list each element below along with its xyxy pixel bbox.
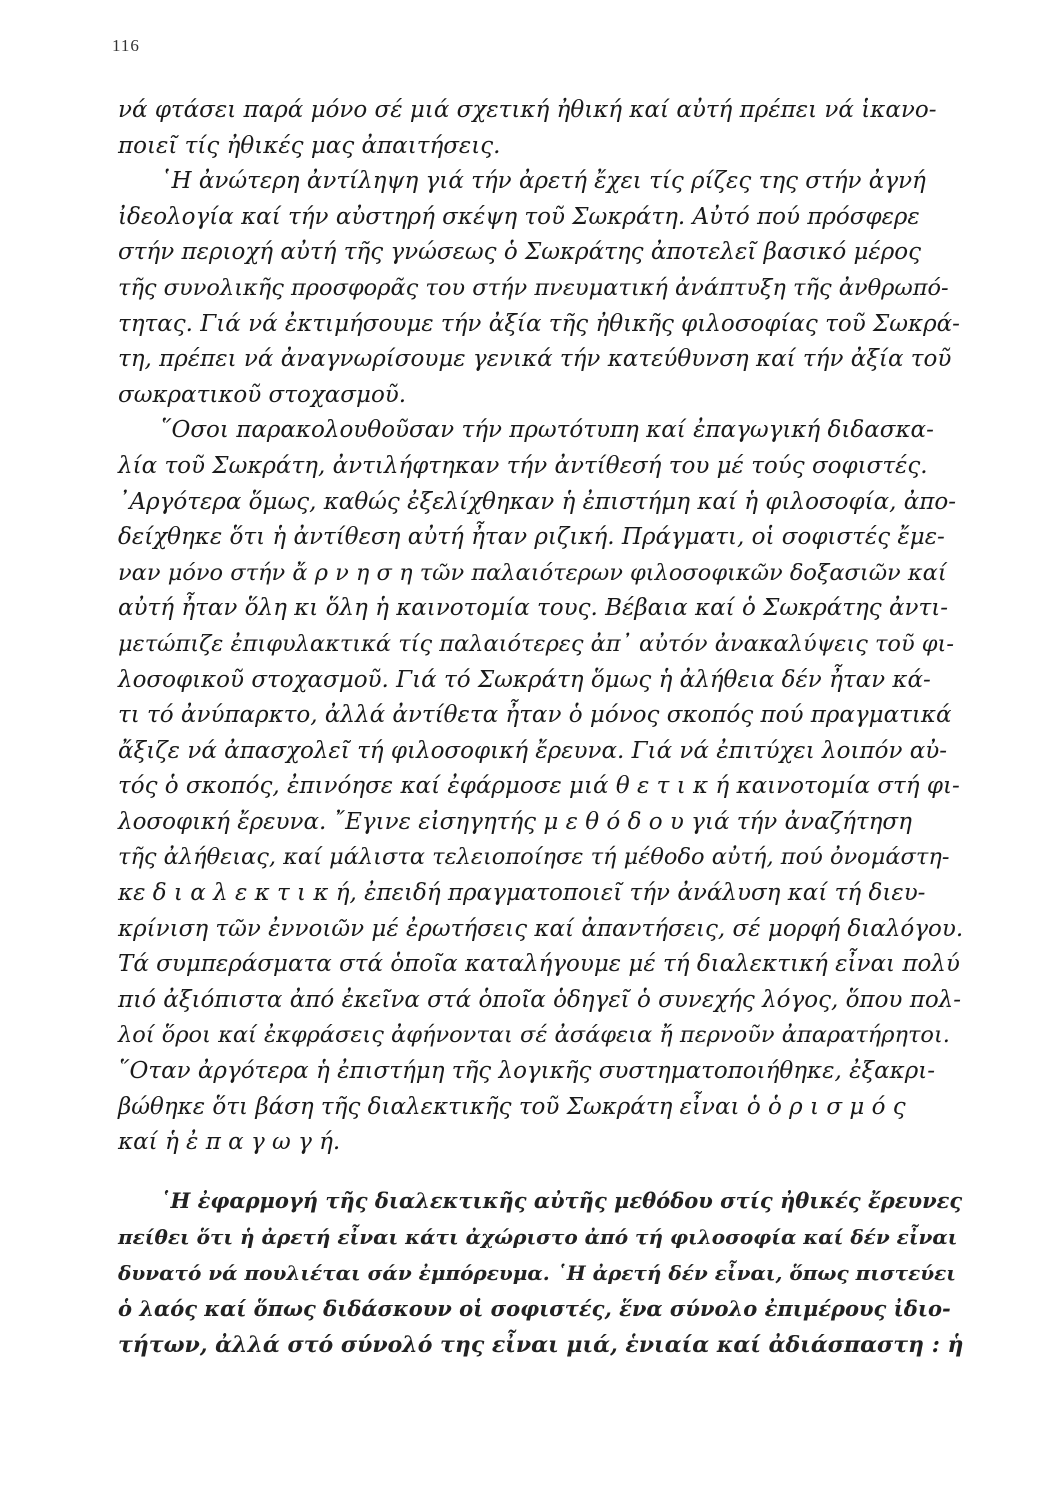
text-line: ᾿Αργότερα ὅμως, καθώς ἐξελίχθηκαν ἡ ἐπιστήμη καί ἡ φιλοσοφία, ἀπο- xyxy=(118,488,957,515)
text-line: ἄξιζε νά ἀπασχολεῖ τή φιλοσοφική ἔρευνα. Γιά νά ἐπιτύχει λοιπόν αὐ- xyxy=(118,737,948,764)
text-line: τι τό ἀνύπαρκτο, ἀλλά ἀντίθετα ἦταν ὁ μόνος σκοπός πού πραγματικά xyxy=(118,702,952,729)
text-line: τός ὁ σκοπός, ἐπινόησε καί ἐφάρμοσε μιά θ ε τ ι κ ή καινοτομία στή φι- xyxy=(118,773,960,800)
text-line: λοσοφική ἔρευνα. ῎Εγινε εἰσηγητής μ ε θ ό δ ο υ γιά τήν ἀναζήτηση xyxy=(118,808,912,835)
text-line: ῞Οσοι παρακολουθοῦσαν τήν πρωτότυπη καί ἐπαγωγική διδασκα- xyxy=(160,417,934,444)
text-line: βώθηκε ὅτι βάση τῆς διαλεκτικῆς τοῦ Σωκράτη εἶναι ὁ ὁ ρ ι σ μ ό ς xyxy=(118,1093,906,1120)
text-line: δείχθηκε ὅτι ἡ ἀντίθεση αὐτή ἦταν ριζική. Πράγματι, οἱ σοφιστές ἔμε- xyxy=(118,524,945,551)
text-line: λοί ὅροι καί ἐκφράσεις ἀφήνονται σέ ἀσάφεια ἤ περνοῦν ἀπαρατήρητοι. xyxy=(118,1022,950,1049)
text-line: καί ἡ ἐ π α γ ω γ ή. xyxy=(118,1129,341,1156)
text-line: κε δ ι α λ ε κ τ ι κ ή, ἐπειδή πραγματοποιεῖ τήν ἀνάλυση καί τή διευ- xyxy=(118,880,926,907)
paragraph-section-1 xyxy=(118,93,964,1161)
text-line: κρίνιση τῶν ἐννοιῶν μέ ἐρωτήσεις καί ἀπαντήσεις, σέ μορφή διαλόγου. xyxy=(118,915,964,942)
paragraph-section-2 xyxy=(118,1183,964,1363)
text-line: ναν μόνο στήν ἄ ρ ν η σ η τῶν παλαιότερων φιλοσοφικῶν δοξασιῶν καί xyxy=(118,559,947,586)
text-line: ὁ λαός καί ὅπως διδάσκουν οἱ σοφιστές, ἕνα σύνολο ἐπιμέρους ἰδιο- xyxy=(118,1295,951,1321)
text-line: ῾Η ἀνώτερη ἀντίληψη γιά τήν ἀρετή ἔχει τίς ρίζες της στήν ἀγνή xyxy=(160,168,926,195)
text-line: ἰδεολογία καί τήν αὐστηρή σκέψη τοῦ Σωκράτη. Αὐτό πού πρόσφερε xyxy=(118,203,920,230)
text-line: νά φτάσει παρά μόνο σέ μιά σχετική ἠθική καί αὐτή πρέπει νά ἱκανο- xyxy=(118,97,937,123)
text-line: ῞Οταν ἀργότερα ἡ ἐπιστήμη τῆς λογικῆς συστηματοποιήθηκε, ἐξακρι- xyxy=(118,1058,936,1085)
text-line: τη, πρέπει νά ἀναγνωρίσουμε γενικά τήν κατεύθυνση καί τήν ἀξία τοῦ xyxy=(118,346,952,373)
text-line: λοσοφικοῦ στοχασμοῦ. Γιά τό Σωκράτη ὅμως ἡ ἀλήθεια δέν ἦταν κά- xyxy=(118,666,931,693)
text-line: λία τοῦ Σωκράτη, ἀντιλήφτηκαν τήν ἀντίθεσή του μέ τούς σοφιστές. xyxy=(118,452,928,479)
text-line: πείθει ὅτι ἡ ἀρετή εἶναι κάτι ἀχώριστο ἀπό τή φιλοσοφία καί δέν εἶναι xyxy=(118,1224,958,1249)
text-line: τῆς συνολικῆς προσφορᾶς του στήν πνευματική ἀνάπτυξη τῆς ἀνθρωπό- xyxy=(118,274,949,301)
text-line: τήτων, ἀλλά στό σύνολό της εἶναι μιά, ἑνιαία καί ἀδιάσπαστη : ἡ xyxy=(118,1331,964,1358)
text-line: μετώπιζε ἐπιφυλακτικά τίς παλαιότερες ἀπ᾿ αὐτόν ἀνακαλύψεις τοῦ φι- xyxy=(118,630,954,657)
paragraph-gap xyxy=(118,1161,964,1183)
page-number: 116 xyxy=(112,36,140,55)
text-line: ποιεῖ τίς ἠθικές μας ἀπαιτήσεις. xyxy=(118,132,501,159)
text-line: ῾Η ἐφαρμογή τῆς διαλεκτικῆς αὐτῆς μεθόδου στίς ἠθικές ἔρευνες xyxy=(160,1187,963,1213)
text-line: δυνατό νά πουλιέται σάν ἐμπόρευμα. ῾Η ἀρετή δέν εἶναι, ὅπως πιστεύει xyxy=(118,1260,956,1285)
text-line: σωκρατικοῦ στοχασμοῦ. xyxy=(118,381,407,408)
body-text xyxy=(118,93,964,1363)
text-line: στήν περιοχή αὐτή τῆς γνώσεως ὁ Σωκράτης ἀποτελεῖ βασικό μέρος xyxy=(118,239,922,266)
text-line: αὐτή ἦταν ὅλη κι ὅλη ἡ καινοτομία τους. Βέβαια καί ὁ Σωκράτης ἀντι- xyxy=(118,595,948,622)
text-line: τητας. Γιά νά ἐκτιμήσουμε τήν ἀξία τῆς ἠθικῆς φιλοσοφίας τοῦ Σωκρά- xyxy=(118,310,960,337)
text-line: Τά συμπεράσματα στά ὁποῖα καταλήγουμε μέ τή διαλεκτική εἶναι πολύ xyxy=(118,951,960,978)
text-line: τῆς ἀλήθειας, καί μάλιστα τελειοποίησε τή μέθοδο αὐτή, πού ὀνομάστη- xyxy=(118,844,950,871)
text-line: πιό ἀξιόπιστα ἀπό ἐκεῖνα στά ὁποῖα ὁδηγεῖ ὁ συνεχής λόγος, ὅπου πολ- xyxy=(118,986,962,1013)
